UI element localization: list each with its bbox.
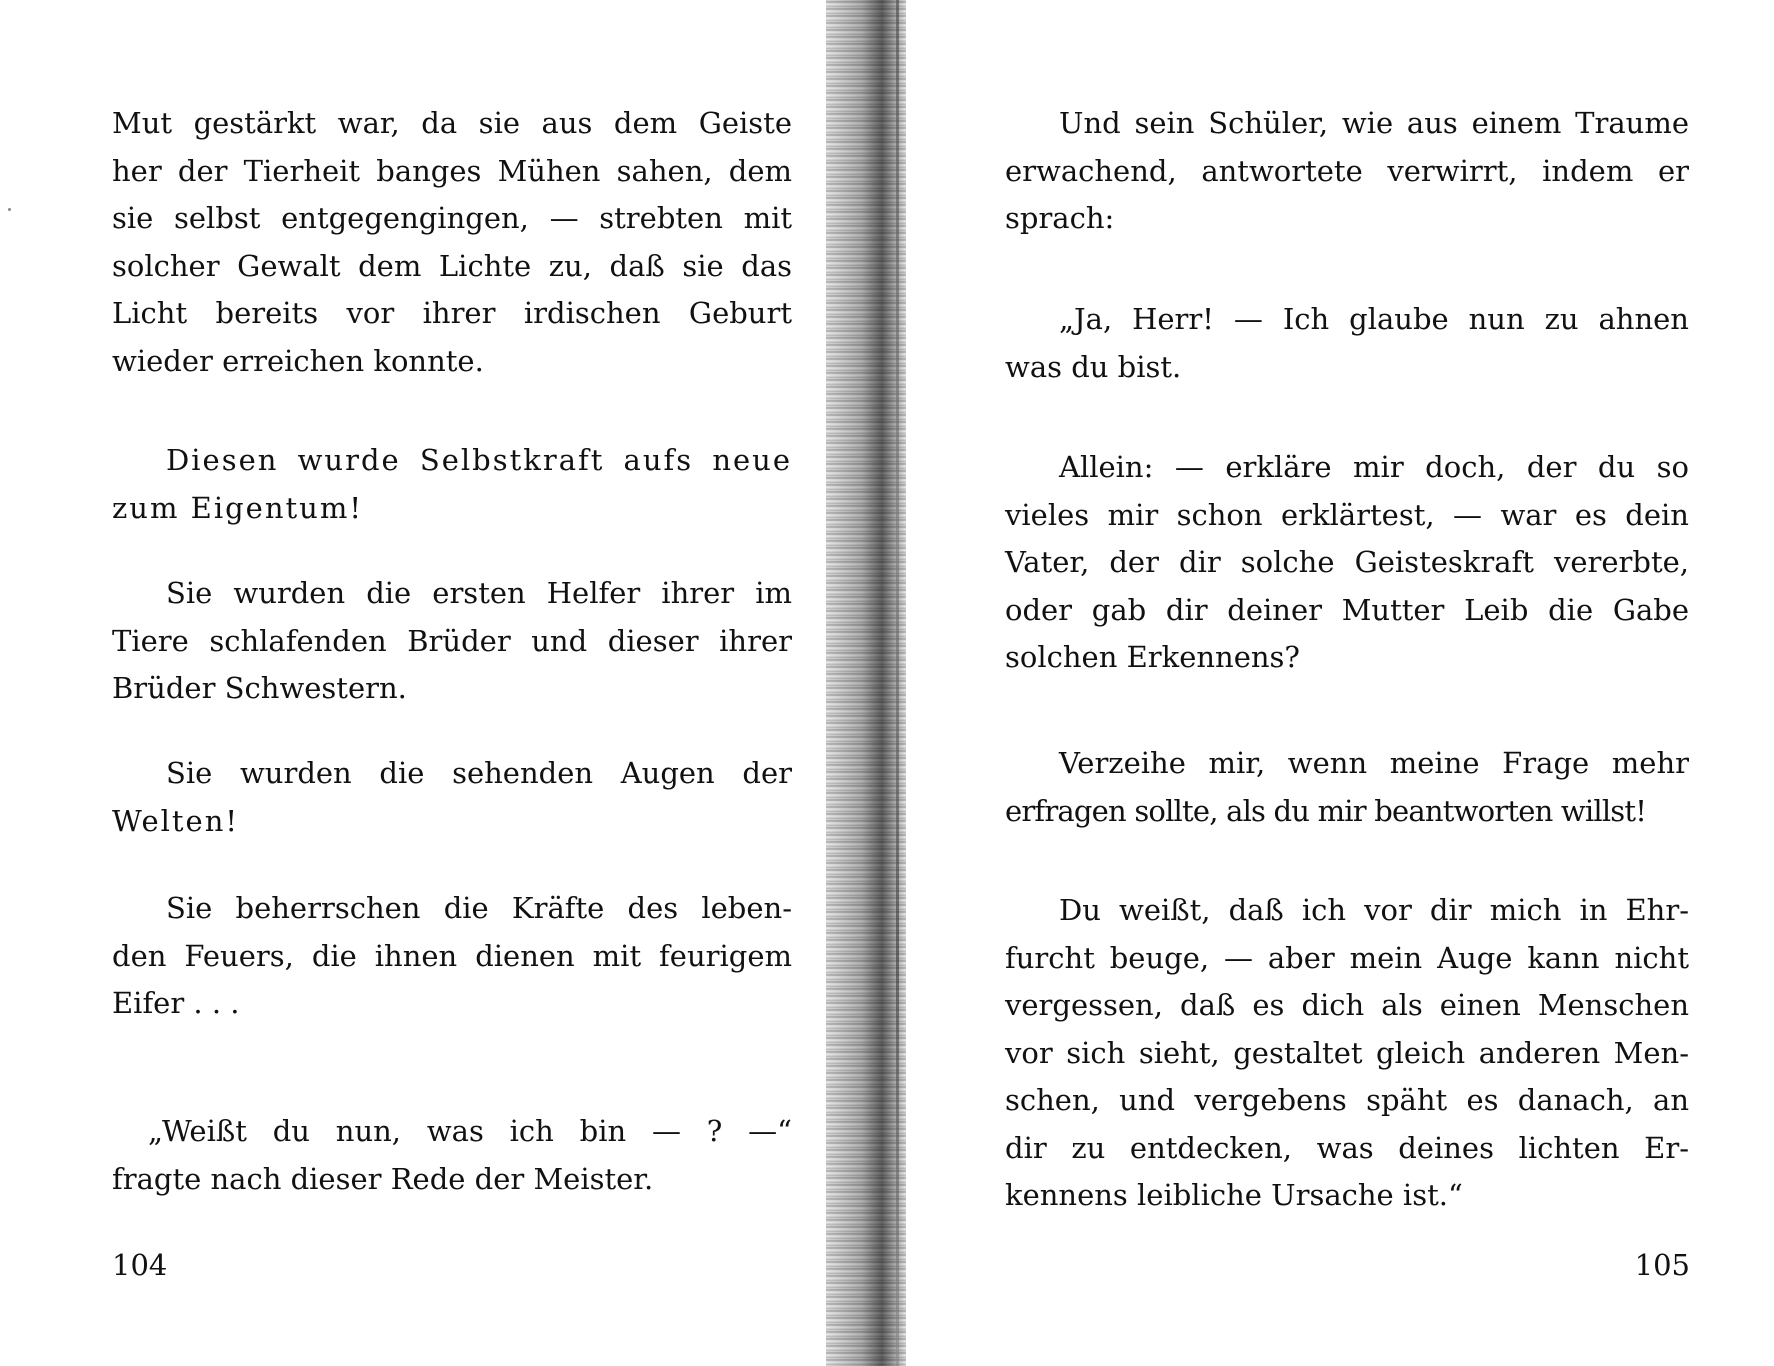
text-line: was du bist. bbox=[1005, 349, 1182, 384]
text-line: Sie beherrschen die Kräfte des leben- bbox=[166, 891, 792, 925]
text-line: her der Tierheit banges Mühen sahen, dem bbox=[112, 153, 792, 188]
text-line: sie selbst entgegengingen, — strebten mit bbox=[112, 201, 792, 235]
text-line: Mut gestärkt war, da sie aus dem Geiste bbox=[112, 106, 792, 140]
paragraph bbox=[1005, 296, 1689, 391]
text-line: wieder erreichen konnte. bbox=[112, 343, 484, 378]
gutter-fold bbox=[896, 0, 899, 1366]
text-line: den Feuers, die ihnen dienen mit feurigem bbox=[112, 938, 792, 973]
text-line: Und sein Schüler, wie aus einem Traume bbox=[1059, 106, 1689, 140]
text-line: solcher Gewalt dem Lichte zu, daß sie das bbox=[112, 248, 792, 283]
text-line: sprach: bbox=[1005, 201, 1115, 235]
paragraph bbox=[112, 570, 792, 713]
text-line: vieles mir schon erklärtest, — war es dein bbox=[1005, 497, 1689, 532]
text-line: furcht beuge, — aber mein Auge kann nicht bbox=[1005, 940, 1689, 975]
paragraph bbox=[1005, 740, 1689, 835]
text-line: schen, und vergebens späht es danach, an bbox=[1005, 1083, 1689, 1117]
text-line: solchen Erkennens? bbox=[1005, 640, 1300, 674]
book-gutter bbox=[826, 0, 906, 1366]
text-line: fragte nach dieser Rede der Meister. bbox=[112, 1161, 654, 1196]
text-line: Sie wurden die sehenden Augen der bbox=[166, 756, 792, 790]
text-line: Diesen wurde Selbstkraft aufs neue bbox=[166, 443, 792, 477]
text-line: Sie wurden die ersten Helfer ihrer im bbox=[166, 576, 792, 610]
text-line: erwachend, antwortete verwirrt, indem er bbox=[1005, 153, 1689, 188]
text-line: vor sich sieht, gestaltet gleich anderen Men- bbox=[1005, 1035, 1689, 1070]
paragraph bbox=[112, 750, 792, 845]
text-line: Verzeihe mir, wenn meine Frage mehr bbox=[1059, 746, 1689, 780]
paragraph bbox=[112, 885, 792, 1028]
text-line: oder gab dir deiner Mutter Leib die Gabe bbox=[1005, 592, 1689, 627]
text-line: Brüder Schwestern. bbox=[112, 671, 407, 705]
text-line: Licht bereits vor ihrer irdischen Geburt bbox=[112, 296, 792, 330]
left-page bbox=[0, 0, 860, 1366]
text-line: vergessen, daß es dich als einen Menschen bbox=[1005, 988, 1689, 1022]
page-number: 104 bbox=[112, 1248, 168, 1282]
text-line: zum Eigentum! bbox=[112, 490, 364, 525]
text-line: Tiere schlafenden Brüder und dieser ihrer bbox=[112, 623, 792, 658]
paragraph bbox=[1005, 100, 1689, 243]
paragraph bbox=[112, 1108, 792, 1203]
text-line: erfragen sollte, als du mir beantworten willst! bbox=[1005, 793, 1647, 828]
paragraph bbox=[1005, 444, 1689, 682]
text-line: Eifer . . . bbox=[112, 986, 240, 1020]
text-line: kennens leibliche Ursache ist.“ bbox=[1005, 1178, 1463, 1212]
text-line: Du weißt, daß ich vor dir mich in Ehr- bbox=[1059, 893, 1689, 927]
text-line: Allein: — erkläre mir doch, der du so bbox=[1059, 450, 1689, 484]
right-page bbox=[905, 0, 1774, 1366]
paragraph bbox=[112, 437, 792, 532]
page-number: 105 bbox=[1634, 1248, 1690, 1282]
text-line: „Weißt du nun, was ich bin — ? —“ bbox=[148, 1114, 792, 1148]
text-line: dir zu entdecken, was deines lichten Er- bbox=[1005, 1130, 1689, 1165]
paragraph bbox=[112, 100, 792, 385]
text-line: Welten! bbox=[112, 803, 240, 838]
text-line: Vater, der dir solche Geisteskraft vererbte, bbox=[1005, 545, 1689, 579]
paragraph bbox=[1005, 887, 1689, 1220]
text-line: „Ja, Herr! — Ich glaube nun zu ahnen bbox=[1059, 302, 1689, 336]
